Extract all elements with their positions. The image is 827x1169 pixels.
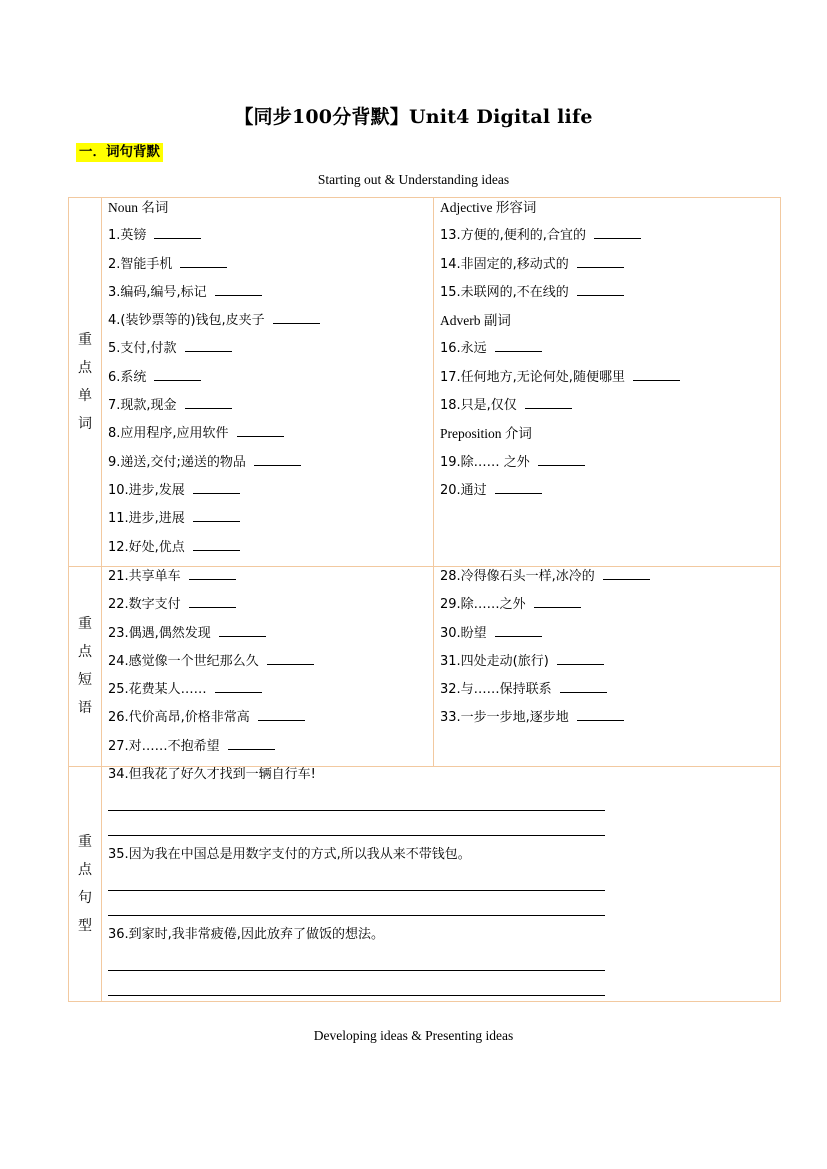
- list-item: 22.数字支付: [108, 594, 314, 622]
- list-item: 32.与……保持联系: [440, 679, 650, 707]
- list-item: 10.进步,发展: [108, 480, 320, 508]
- writing-line[interactable]: [108, 969, 605, 971]
- page-title: 【同步100分背默】Unit4 Digital life: [234, 106, 593, 128]
- row-label-char: 短: [78, 672, 92, 688]
- answer-blank[interactable]: [633, 368, 680, 381]
- list-item: 5.支付,付款: [108, 338, 320, 366]
- list-item: 19.除…… 之外: [440, 452, 680, 480]
- answer-blank[interactable]: [525, 396, 572, 409]
- sentence-prompt: 36.到家时,我非常疲倦,因此放弃了做饭的想法。: [108, 927, 384, 942]
- table-divider: [101, 197, 102, 1002]
- subtitle-bottom: Developing ideas & Presenting ideas: [313, 1028, 514, 1043]
- list-item: 31.四处走动(旅行): [440, 651, 650, 679]
- list-item: 7.现款,现金: [108, 395, 320, 423]
- row-label-sentences: [69, 766, 101, 1002]
- answer-blank[interactable]: [219, 624, 266, 637]
- subtitle-top: Starting out & Understanding ideas: [317, 172, 510, 187]
- table-divider: [433, 197, 434, 766]
- writing-line[interactable]: [108, 994, 605, 996]
- list-item: 6.系统: [108, 367, 320, 395]
- answer-blank[interactable]: [577, 708, 624, 721]
- answer-blank[interactable]: [538, 453, 585, 466]
- answer-blank[interactable]: [215, 680, 262, 693]
- answer-blank[interactable]: [273, 311, 320, 324]
- list-item: 4.(装钞票等的)钱包,皮夹子: [108, 310, 320, 338]
- row-label-char: 点: [78, 862, 92, 878]
- list-item: 28.冷得像石头一样,冰冷的: [440, 566, 650, 594]
- phrases-left-column: [108, 566, 314, 764]
- section-heading: 一．词句背默: [76, 143, 163, 162]
- list-item: 25.花费某人……: [108, 679, 314, 707]
- row-label-char: 词: [78, 415, 92, 432]
- list-item: 29.除……之外: [440, 594, 650, 622]
- answer-blank[interactable]: [258, 708, 305, 721]
- answer-blank[interactable]: [495, 339, 542, 352]
- answer-blank[interactable]: [594, 226, 641, 239]
- adverb-heading: Adverb 副词: [440, 313, 511, 329]
- answer-blank[interactable]: [154, 226, 201, 239]
- list-item: 17.任何地方,无论何处,随便哪里: [440, 367, 680, 395]
- row-label-words: [69, 197, 101, 566]
- list-item: 9.递送,交付;递送的物品: [108, 452, 320, 480]
- list-item: 24.感觉像一个世纪那么久: [108, 651, 314, 679]
- adjective-heading: Adjective 形容词: [440, 200, 537, 215]
- answer-blank[interactable]: [185, 339, 232, 352]
- answer-blank[interactable]: [557, 652, 604, 665]
- sentences-column: [108, 766, 605, 996]
- answer-blank[interactable]: [154, 368, 201, 381]
- sentence-prompt: 35.因为我在中国总是用数字支付的方式,所以我从来不带钱包。: [108, 847, 471, 862]
- list-item: 27.对……不抱希望: [108, 736, 314, 764]
- answer-blank[interactable]: [193, 538, 240, 551]
- list-item: 2.智能手机: [108, 254, 320, 282]
- list-item: 20.通过: [440, 480, 680, 508]
- writing-line[interactable]: [108, 809, 605, 811]
- phrases-right-column: [440, 566, 650, 736]
- writing-line[interactable]: [108, 914, 605, 916]
- list-item: 21.共享单车: [108, 566, 314, 594]
- writing-line[interactable]: [108, 889, 605, 891]
- answer-blank[interactable]: [495, 481, 542, 494]
- words-noun-column: [108, 197, 320, 565]
- preposition-heading: Preposition 介词: [440, 426, 532, 442]
- answer-blank[interactable]: [180, 255, 227, 268]
- row-label-phrases: [69, 566, 101, 766]
- list-item: 30.盼望: [440, 623, 650, 651]
- sentence-prompt: 34.但我花了好久才找到一辆自行车!: [108, 767, 316, 782]
- answer-blank[interactable]: [189, 567, 236, 580]
- row-label-char: 型: [78, 918, 92, 934]
- answer-blank[interactable]: [577, 283, 624, 296]
- row-label-char: 重: [78, 331, 92, 348]
- row-label-char: 语: [78, 700, 92, 716]
- answer-blank[interactable]: [237, 424, 284, 437]
- row-label-char: 句: [78, 890, 92, 906]
- list-item: 8.应用程序,应用软件: [108, 423, 320, 451]
- answer-blank[interactable]: [603, 567, 650, 580]
- list-item: 14.非固定的,移动式的: [440, 254, 680, 282]
- row-label-char: 单: [78, 387, 92, 404]
- list-item: 3.编码,编号,标记: [108, 282, 320, 310]
- answer-blank[interactable]: [228, 737, 275, 750]
- noun-heading: Noun 名词: [108, 200, 169, 215]
- list-item: 33.一步一步地,逐步地: [440, 707, 650, 735]
- answer-blank[interactable]: [254, 453, 301, 466]
- answer-blank[interactable]: [189, 595, 236, 608]
- answer-blank[interactable]: [267, 652, 314, 665]
- answer-blank[interactable]: [577, 255, 624, 268]
- row-label-char: 点: [78, 644, 92, 660]
- row-label-char: 点: [78, 359, 92, 376]
- answer-blank[interactable]: [193, 481, 240, 494]
- list-item: 16.永远: [440, 338, 680, 366]
- list-item: 1.英镑: [108, 225, 320, 253]
- answer-blank[interactable]: [495, 624, 542, 637]
- list-item: 15.未联网的,不在线的: [440, 282, 680, 310]
- list-item: 26.代价高昂,价格非常高: [108, 707, 314, 735]
- row-label-char: 重: [78, 834, 92, 850]
- list-item: 13.方便的,便利的,合宜的: [440, 225, 680, 253]
- answer-blank[interactable]: [534, 595, 581, 608]
- words-other-column: [440, 197, 680, 508]
- writing-line[interactable]: [108, 834, 605, 836]
- answer-blank[interactable]: [560, 680, 607, 693]
- row-label-char: 重: [78, 616, 92, 632]
- answer-blank[interactable]: [215, 283, 262, 296]
- answer-blank[interactable]: [193, 509, 240, 522]
- list-item: 12.好处,优点: [108, 537, 320, 565]
- list-item: 11.进步,进展: [108, 508, 320, 536]
- list-item: 23.偶遇,偶然发现: [108, 623, 314, 651]
- answer-blank[interactable]: [185, 396, 232, 409]
- list-item: 18.只是,仅仅: [440, 395, 680, 423]
